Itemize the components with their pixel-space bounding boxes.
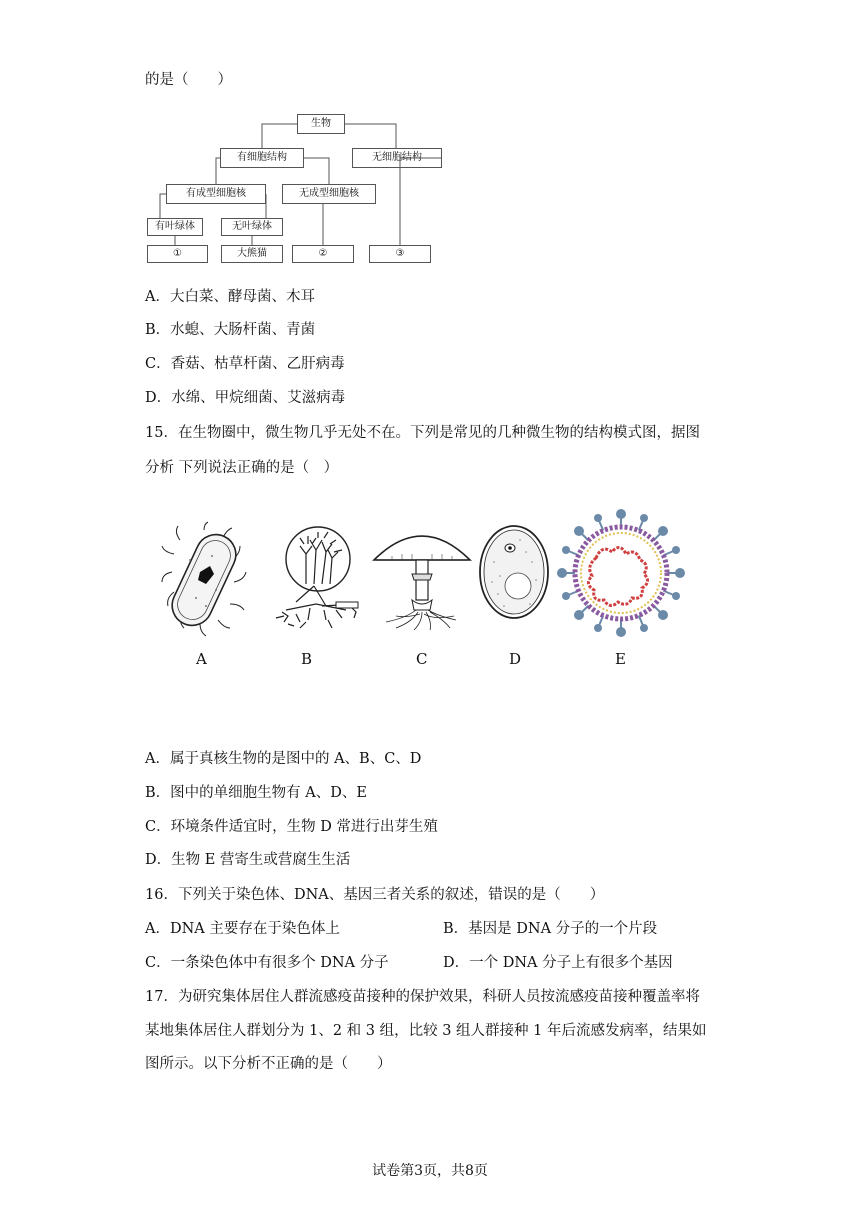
tree-node-chloroplast: 有叶绿体	[147, 218, 203, 236]
q16-option-d: D．一个 DNA 分子上有很多个基因	[443, 955, 673, 971]
tree-node-nucleus: 有成型细胞核	[166, 184, 266, 204]
q15-stem-line-1: 15．在生物圈中，微生物几乎无处不在。下列是常见的几种微生物的结构模式图，据图	[145, 425, 700, 441]
q17-stem-line-1: 17．为研究集体居住人群流感疫苗接种的保护效果，科研人员按流感疫苗接种覆盖率将	[145, 989, 700, 1005]
q15-option-d: D．生物 E 营寄生或营腐生生活	[145, 852, 351, 868]
q15-option-c: C．环境条件适宜时，生物 D 常进行出芽生殖	[145, 819, 438, 835]
q14-option-d: D．水绵、甲烷细菌、艾滋病毒	[145, 390, 346, 406]
tree-node-no-chloroplast: 无叶绿体	[221, 218, 283, 236]
q16-option-b: B．基因是 DNA 分子的一个片段	[443, 921, 658, 937]
virus-illustration	[556, 508, 686, 638]
tree-node-acellular: 无细胞结构	[352, 148, 442, 168]
q16-option-c: C．一条染色体中有很多个 DNA 分子	[145, 955, 389, 971]
figure-label-b: B	[301, 650, 313, 668]
figure-label-c: C	[416, 650, 428, 668]
yeast-illustration	[474, 522, 554, 622]
tree-connectors	[0, 0, 860, 300]
mold-illustration	[266, 524, 366, 634]
q14-option-a: A．大白菜、酵母菌、木耳	[145, 289, 315, 305]
tree-node-cellular: 有细胞结构	[220, 148, 304, 168]
q14-option-b: B．水螅、大肠杆菌、青菌	[145, 322, 316, 338]
tree-leaf-panda: 大熊猫	[221, 245, 283, 263]
page-footer: 试卷第3页，共8页	[372, 1163, 488, 1179]
figure-label-d: D	[509, 650, 522, 668]
tree-node-no-nucleus: 无成型细胞核	[282, 184, 376, 204]
q14-option-c: C．香菇、枯草杆菌、乙肝病毒	[145, 356, 345, 372]
tree-node-organism: 生物	[297, 114, 345, 134]
question-14-stem-tail: 的是（ ）	[145, 72, 232, 88]
bacterium-illustration	[160, 520, 250, 640]
tree-leaf-2: ②	[292, 245, 354, 263]
q16-option-a: A．DNA 主要存在于染色体上	[145, 921, 340, 937]
q15-option-a: A．属于真核生物的是图中的 A、B、C、D	[145, 751, 422, 767]
q17-stem-line-3: 图所示。以下分析不正确的是（ ）	[145, 1056, 392, 1072]
tree-leaf-1: ①	[147, 245, 208, 263]
q17-stem-line-2: 某地集体居住人群划分为 1、2 和 3 组，比较 3 组人群接种 1 年后流感发病率，结果如	[145, 1023, 707, 1039]
q15-option-b: B．图中的单细胞生物有 A、D、E	[145, 785, 367, 801]
tree-leaf-3: ③	[369, 245, 431, 263]
q16-stem: 16．下列关于染色体、DNA、基因三者关系的叙述，错误的是（ ）	[145, 887, 605, 903]
figure-label-a: A	[196, 650, 207, 668]
figure-label-e: E	[615, 650, 626, 668]
q15-stem-line-2: 分析 下列说法正确的是（ ）	[145, 460, 339, 476]
mushroom-illustration	[372, 518, 472, 634]
